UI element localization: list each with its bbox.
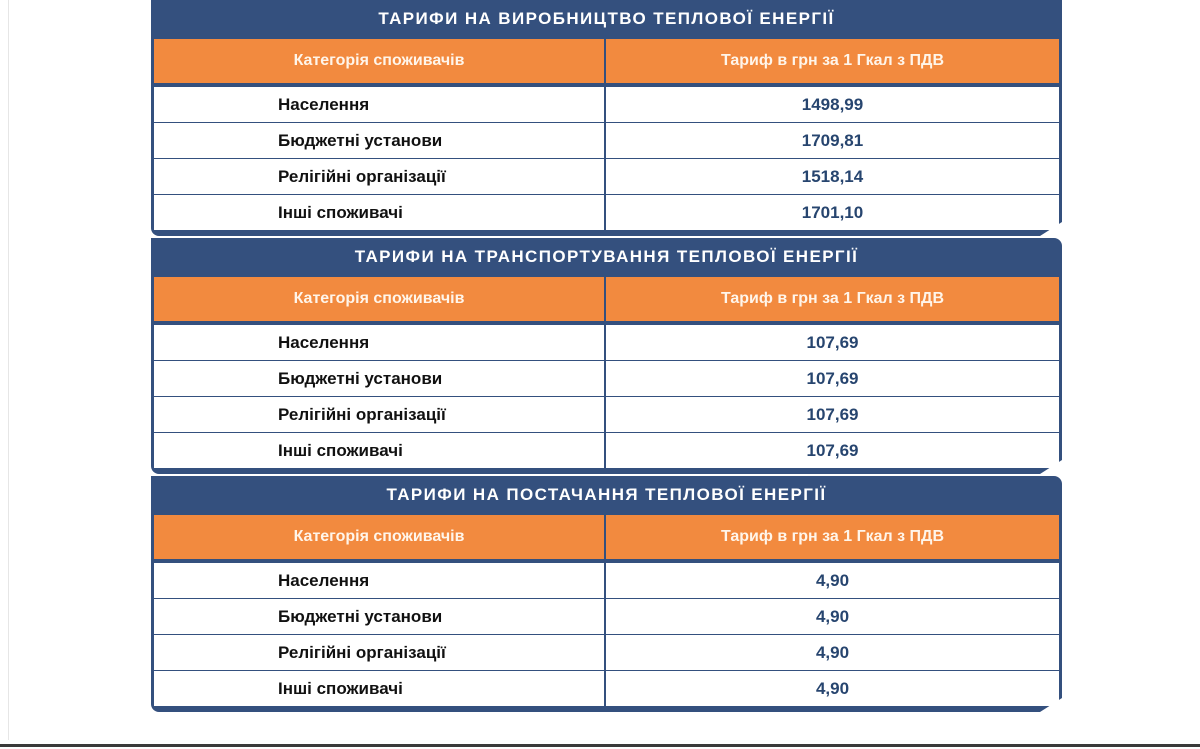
category-cell: Інші споживачі (154, 195, 606, 230)
tariff-tables (151, 0, 1062, 714)
table-row (154, 671, 1059, 706)
category-cell: Релігійні організації (154, 635, 606, 670)
tariff-value: 1701,10 (801, 202, 864, 222)
table-row (154, 195, 1059, 230)
category-cell: Релігійні організації (154, 397, 606, 432)
category-cell: Населення (154, 87, 606, 122)
tariff-value: 4,90 (815, 678, 850, 698)
tariff-value: 107,69 (806, 404, 859, 424)
tariff-value: 4,90 (815, 606, 850, 626)
tariff-value: 4,90 (815, 642, 850, 662)
table-row (154, 87, 1059, 122)
table-header-row (154, 39, 1059, 84)
section-title: ТАРИФИ НА ТРАНСПОРТУВАННЯ ТЕПЛОВОЇ ЕНЕРГІЇ (354, 247, 859, 266)
section-corner-cut (1040, 698, 1062, 712)
tariff-table (154, 277, 1059, 471)
category-cell: Населення (154, 563, 606, 598)
table-row (154, 123, 1059, 158)
table-row (154, 599, 1059, 634)
tariff-section-supply (151, 476, 1062, 712)
tariff-value: 1709,81 (801, 130, 864, 150)
table-row (154, 159, 1059, 194)
table-row (154, 635, 1059, 670)
table-row (154, 397, 1059, 432)
table-header-row (154, 277, 1059, 322)
tariff-value: 107,69 (806, 368, 859, 388)
table-row (154, 433, 1059, 468)
tariff-value: 4,90 (815, 570, 850, 590)
tariff-value: 107,69 (806, 440, 859, 460)
table-row (154, 325, 1059, 360)
header-tariff: Тариф в грн за 1 Гкал з ПДВ (720, 52, 945, 69)
header-category: Категорія споживачів (154, 277, 606, 321)
tariff-section-production (151, 0, 1062, 236)
category-cell: Інші споживачі (154, 433, 606, 468)
category-cell: Інші споживачі (154, 671, 606, 706)
tariff-value: 1518,14 (801, 166, 864, 186)
tariff-value: 107,69 (806, 332, 859, 352)
table-header-row (154, 515, 1059, 560)
table-row (154, 361, 1059, 396)
page-left-border (8, 0, 9, 740)
header-tariff: Тариф в грн за 1 Гкал з ПДВ (720, 290, 945, 307)
tariff-table (154, 39, 1059, 233)
header-category: Категорія споживачів (154, 39, 606, 83)
header-category: Категорія споживачів (154, 515, 606, 559)
category-cell: Релігійні організації (154, 159, 606, 194)
section-corner-cut (1040, 460, 1062, 474)
section-corner-cut (1040, 222, 1062, 236)
category-cell: Бюджетні установи (154, 599, 606, 634)
section-title: ТАРИФИ НА ПОСТАЧАННЯ ТЕПЛОВОЇ ЕНЕРГІЇ (386, 485, 827, 504)
tariff-table (154, 515, 1059, 709)
page-bottom-border (0, 744, 1200, 747)
tariff-value: 1498,99 (801, 94, 864, 114)
category-cell: Бюджетні установи (154, 361, 606, 396)
category-cell: Бюджетні установи (154, 123, 606, 158)
header-tariff: Тариф в грн за 1 Гкал з ПДВ (720, 528, 945, 545)
section-title: ТАРИФИ НА ВИРОБНИЦТВО ТЕПЛОВОЇ ЕНЕРГІЇ (378, 9, 835, 28)
category-cell: Населення (154, 325, 606, 360)
tariff-section-transport (151, 238, 1062, 474)
table-row (154, 563, 1059, 598)
